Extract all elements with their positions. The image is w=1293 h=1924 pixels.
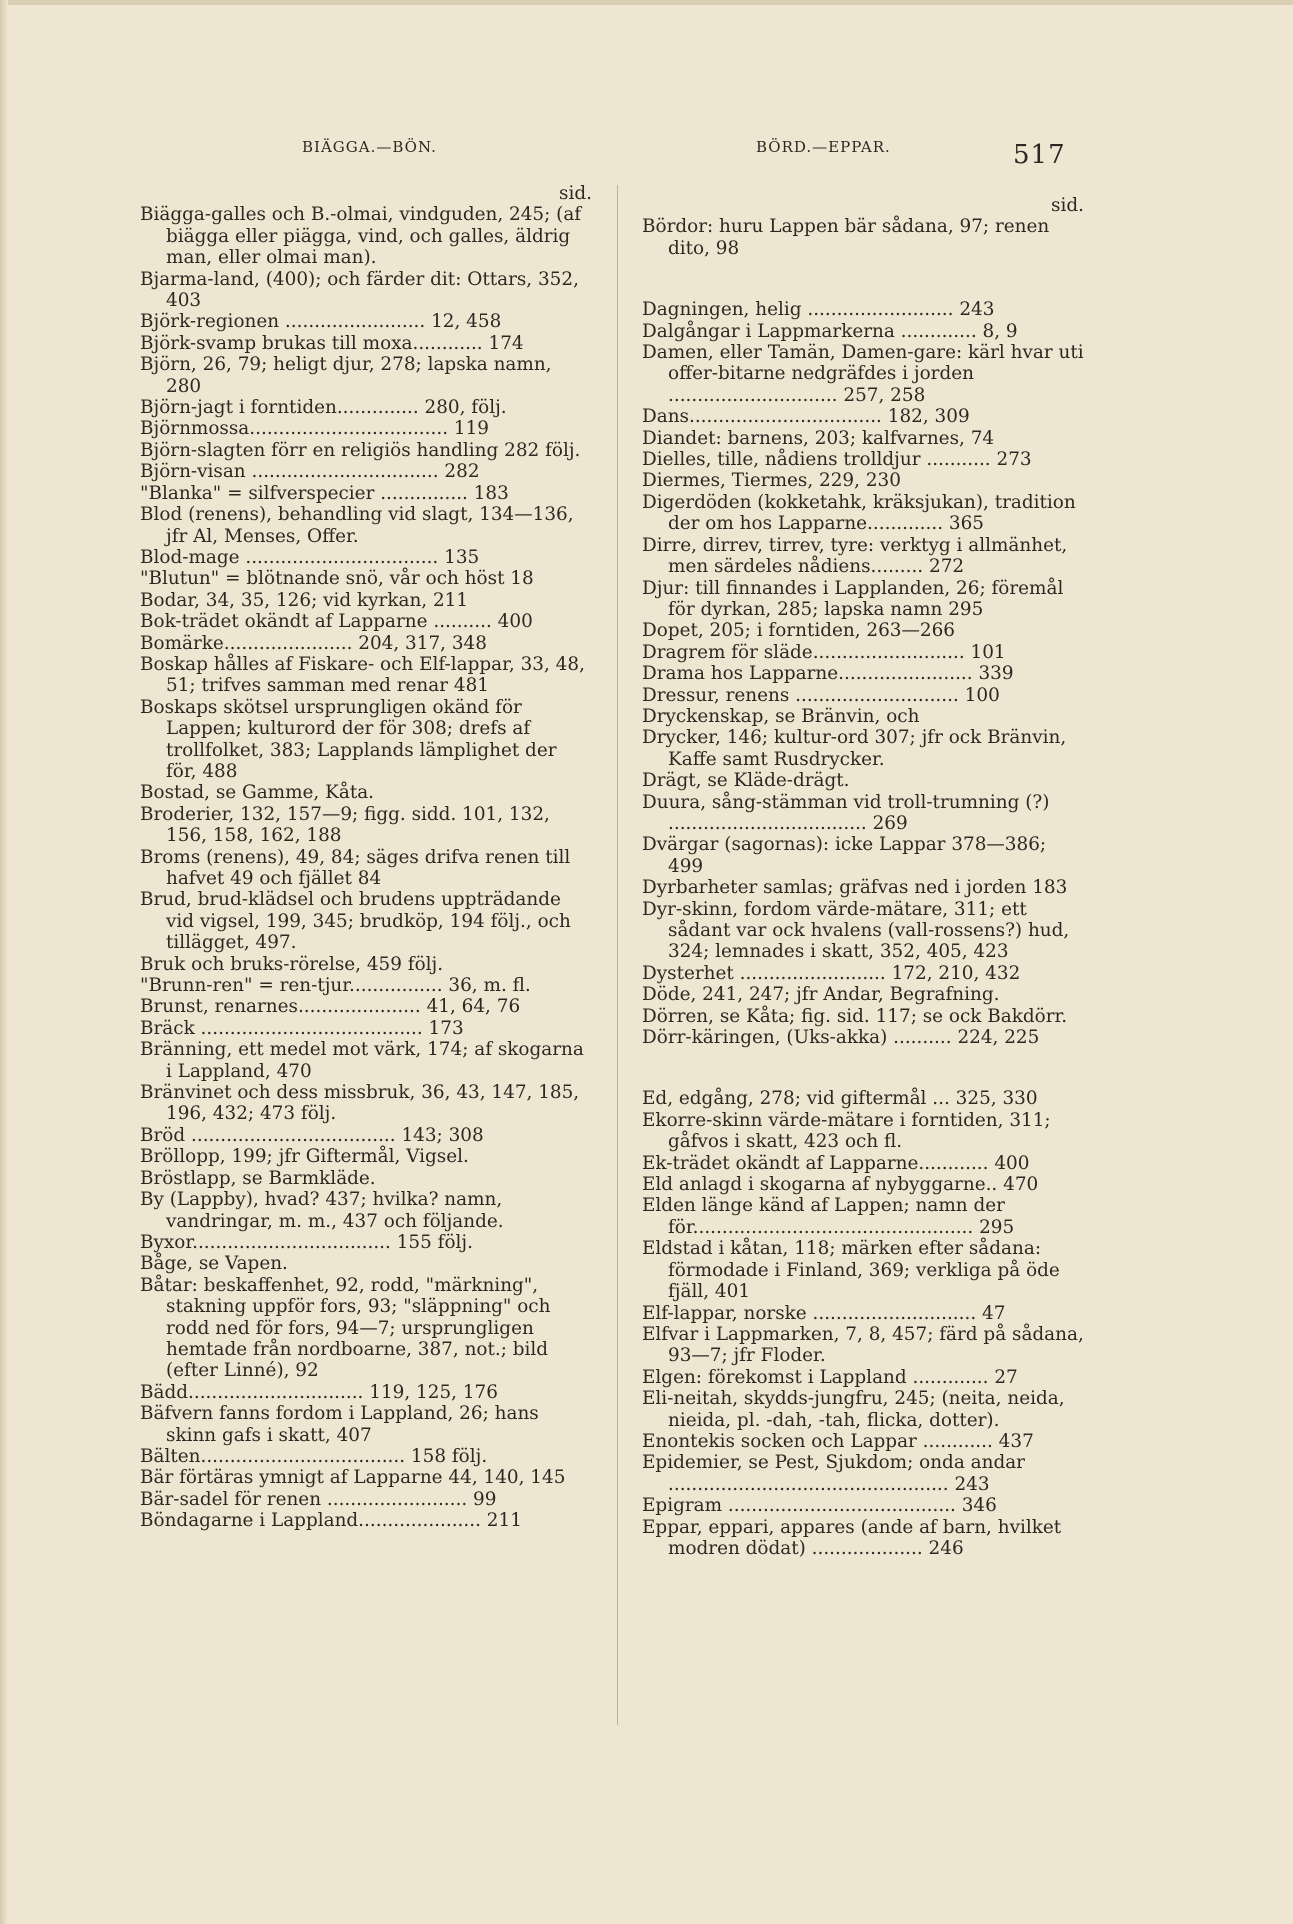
left-entries-list — [140, 204, 592, 1531]
index-entry: Ed, edgång, 278; vid giftermål ... 325, 330 — [642, 1088, 1038, 1110]
index-entry: Dyrbarheter samlas; gräfvas ned i jorden 183 — [642, 877, 1068, 899]
left-running-header: BIÄGGA.—BÖN. — [302, 138, 437, 156]
index-entry: Blod-mage ................................. 135 — [140, 546, 480, 568]
page-top-edge — [0, 0, 1293, 5]
index-entry: Bräck ...................................... 173 — [140, 1017, 464, 1039]
index-entry: Eld anlagd i skogarna af nybyggarne.. 470 — [642, 1174, 1039, 1196]
page-left-edge — [0, 0, 8, 1924]
index-entry: Dagningen, helig ......................... 243 — [642, 299, 995, 321]
index-group-d — [642, 299, 1084, 1048]
index-entry: "Blutun" = blötnande snö, vår och höst 18 — [140, 568, 534, 590]
index-entry: Båge, se Vapen. — [140, 1253, 288, 1275]
index-entry: Drägt, se Kläde-drägt. — [642, 770, 850, 792]
index-entry: Bädd.............................. 119, 125, 176 — [140, 1381, 498, 1403]
index-entry: Bodar, 34, 35, 126; vid kyrkan, 211 — [140, 589, 469, 611]
column-divider — [617, 185, 618, 1725]
index-entry: Brud, brud-klädsel och brudens uppträdande vid vigsel, 199, 345; brudköp, 194 följ., och tillägget, 497. — [140, 889, 571, 954]
index-entry: "Blanka" = silfverspecier ............... 183 — [140, 482, 509, 504]
index-entry: "Brunn-ren" = ren-tjur................ 36, m. fl. — [140, 975, 531, 997]
index-entry: Björk-svamp brukas till moxa............ 174 — [140, 332, 524, 354]
index-entry: Dopet, 205; i forntiden, 263—266 — [642, 620, 955, 642]
index-entry: Björnmossa.................................. 119 — [140, 418, 489, 440]
index-entry: Eldstad i kåtan, 118; märken efter sådana: förmodade i Finland, 369; verkliga på öde fjäll, 401 — [642, 1238, 1060, 1303]
index-entry: Dielles, tille, nådiens trolldjur ........... 273 — [642, 449, 1032, 471]
index-entry: Dörr-käringen, (Uks-akka) .......... 224, 225 — [642, 1027, 1040, 1049]
index-entry: Bröstlapp, se Barmkläde. — [140, 1167, 376, 1189]
index-entry: Dyr-skinn, fordom värde-mätare, 311; ett sådant var ock hvalens (vall-rossens?) hud, 324; lemnades i skatt, 352, 405, 423 — [642, 898, 1070, 963]
index-entry: Biägga-galles och B.-olmai, vindguden, 245; (af biägga eller piägga, vind, och galles, äldrig man, eller olmai man). — [140, 204, 582, 269]
index-entry: Boskaps skötsel ursprungligen okänd för Lappen; kulturord der för 308; drefs af trollfolket, 383; Lapplands lämplighet der för, 488 — [140, 696, 557, 782]
left-index-column — [140, 183, 592, 1532]
index-entry: Dvärgar (sagornas): icke Lappar 378—386; 499 — [642, 834, 1047, 877]
index-entry: Bok-trädet okändt af Lapparne .......... 400 — [140, 611, 533, 633]
index-entry: By (Lappby), hvad? 437; hvilka? namn, vandringar, m. m., 437 och följande. — [140, 1189, 504, 1232]
index-entry: Brunst, renarnes..................... 41, 64, 76 — [140, 996, 521, 1018]
index-entry: Byxor.................................. 155 följ. — [140, 1231, 473, 1253]
index-entry: Broms (renens), 49, 84; säges drifva renen till hafvet 49 och fjället 84 — [140, 846, 571, 889]
index-entry: Damen, eller Tamän, Damen-gare: kärl hvar uti offer-bitarne nedgräfdes i jorden ............................. 257, 258 — [642, 342, 1084, 406]
index-entry: Dirre, dirrev, tirrev, tyre: verktyg i allmänhet, men särdeles nådiens......... 272 — [642, 534, 1068, 578]
index-entry: Ekorre-skinn värde-mätare i forntiden, 311; gåfvos i skatt, 423 och fl. — [642, 1109, 1051, 1153]
right-sid-label: sid. — [1051, 195, 1084, 216]
index-entry: Djur: till finnandes i Lapplanden, 26; föremål för dyrkan, 285; lapska namn 295 — [642, 577, 1064, 620]
left-sid-label: sid. — [559, 183, 592, 204]
index-entry: Bördor: huru Lappen bär sådana, 97; renen dito, 98 — [642, 216, 1050, 259]
index-entry: Dörren, se Kåta; fig. sid. 117; se ock Bakdörr. — [642, 1005, 1068, 1027]
right-index-column — [642, 195, 1084, 1559]
page-number: 517 — [1013, 140, 1066, 170]
index-entry: Eli-neitah, skydds-jungfru, 245; (neita, neida, nieida, pl. -dah, -tah, flicka, dotter). — [642, 1388, 1065, 1431]
index-entry: Broderier, 132, 157—9; figg. sidd. 101, 132, 156, 158, 162, 188 — [140, 803, 550, 847]
index-entry: Bjarma-land, (400); och färder dit: Ottars, 352, 403 — [140, 268, 579, 312]
index-entry: Diandet: barnens, 203; kalfvarnes, 74 — [642, 427, 995, 449]
index-entry: Döde, 241, 247; jfr Andar, Begrafning. — [642, 984, 1000, 1006]
index-entry: Bröd ................................... 143; 308 — [140, 1124, 484, 1146]
index-entry: Drycker, 146; kultur-ord 307; jfr ock Bränvin, Kaffe samt Rusdrycker. — [642, 727, 1067, 770]
index-entry: Björn-visan ................................ 282 — [140, 461, 480, 483]
index-entry: Dalgångar i Lappmarkerna ............. 8, 9 — [642, 320, 1018, 342]
index-entry: Björn-jagt i forntiden.............. 280, följ. — [140, 397, 507, 419]
index-group-e — [642, 1088, 1084, 1559]
index-entry: Bostad, se Gamme, Kåta. — [140, 782, 375, 804]
index-entry: Digerdöden (kokketahk, kräksjukan), tradition der om hos Lapparne............. 365 — [642, 491, 1076, 535]
index-entry: Diermes, Tiermes, 229, 230 — [642, 470, 901, 492]
index-entry: Björk-regionen ........................ 12, 458 — [140, 311, 502, 333]
index-entry: Drama hos Lapparne....................... 339 — [642, 663, 1014, 685]
index-entry: Böndagarne i Lappland..................... 211 — [140, 1510, 522, 1532]
index-group-bo — [642, 216, 1084, 259]
group-spacer — [642, 1048, 1084, 1088]
index-entry: Elf-lappar, norske ............................ 47 — [642, 1302, 1006, 1324]
index-entry: Enontekis socken och Lappar ............ 437 — [642, 1430, 1034, 1452]
index-entry: Epidemier, se Pest, Sjukdom; onda andar ................................................ 243 — [642, 1452, 1025, 1495]
index-entry: Bröllopp, 199; jfr Giftermål, Vigsel. — [140, 1146, 469, 1168]
index-entry: Ek-trädet okändt af Lapparne............ 400 — [642, 1152, 1030, 1174]
index-entry: Dragrem för släde.......................... 101 — [642, 641, 1006, 663]
index-entry: Eppar, eppari, appares (ande af barn, hvilket modren dödat) ................... 246 — [642, 1516, 1062, 1559]
index-entry: Bär förtäras ymnigt af Lapparne 44, 140, 145 — [140, 1467, 566, 1489]
index-entry: Boskap hålles af Fiskare- och Elf-lappar, 33, 48, 51; trifves samman med renar 481 — [140, 653, 585, 697]
index-entry: Blod (renens), behandling vid slagt, 134—136, jfr Al, Menses, Offer. — [140, 504, 574, 547]
index-entry: Bruk och bruks-rörelse, 459 följ. — [140, 953, 444, 975]
index-entry: Bäfvern fanns fordom i Lappland, 26; hans skinn gafs i skatt, 407 — [140, 1403, 539, 1446]
index-entry: Bär-sadel för renen ........................ 99 — [140, 1488, 497, 1510]
index-entry: Elfvar i Lappmarken, 7, 8, 457; färd på sådana, 93—7; jfr Floder. — [642, 1323, 1084, 1367]
index-entry: Båtar: beskaffenhet, 92, rodd, "märkning", stakning uppför fors, 93; "släppning" och rodd ned för fors, 94—7; ursprungligen hemtade från nordboarne, 387, not.; bild (efter Linné), 92 — [140, 1274, 551, 1382]
index-entry: Bränvinet och dess missbruk, 36, 43, 147, 185, 196, 432; 473 följ. — [140, 1082, 580, 1125]
index-entry: Bränning, ett medel mot värk, 174; af skogarna i Lappland, 470 — [140, 1039, 584, 1082]
index-entry: Dysterhet ......................... 172, 210, 432 — [642, 962, 1021, 984]
index-entry: Elden länge känd af Lappen; namn der för................................................ 295 — [642, 1195, 1015, 1238]
index-entry: Bälten................................... 158 följ. — [140, 1445, 488, 1467]
index-entry: Duura, sång-stämman vid troll-trumning (?) .................................. 269 — [642, 791, 1050, 834]
right-running-header: BÖRD.—EPPAR. — [756, 138, 891, 156]
index-entry: Björn-slagten förr en religiös handling 282 följ. — [140, 439, 581, 461]
group-spacer — [642, 259, 1084, 299]
index-entry: Dans................................. 182, 309 — [642, 406, 970, 428]
index-entry: Björn, 26, 79; heligt djur, 278; lapska namn, 280 — [140, 354, 552, 397]
index-entry: Epigram ....................................... 346 — [642, 1495, 997, 1517]
index-entry: Bomärke...................... 204, 317, 348 — [140, 632, 487, 654]
index-entry: Elgen: förekomst i Lappland ............. 27 — [642, 1366, 1018, 1388]
index-entry: Dryckenskap, se Bränvin, och — [642, 705, 920, 727]
index-entry: Dressur, renens ............................ 100 — [642, 684, 1000, 706]
